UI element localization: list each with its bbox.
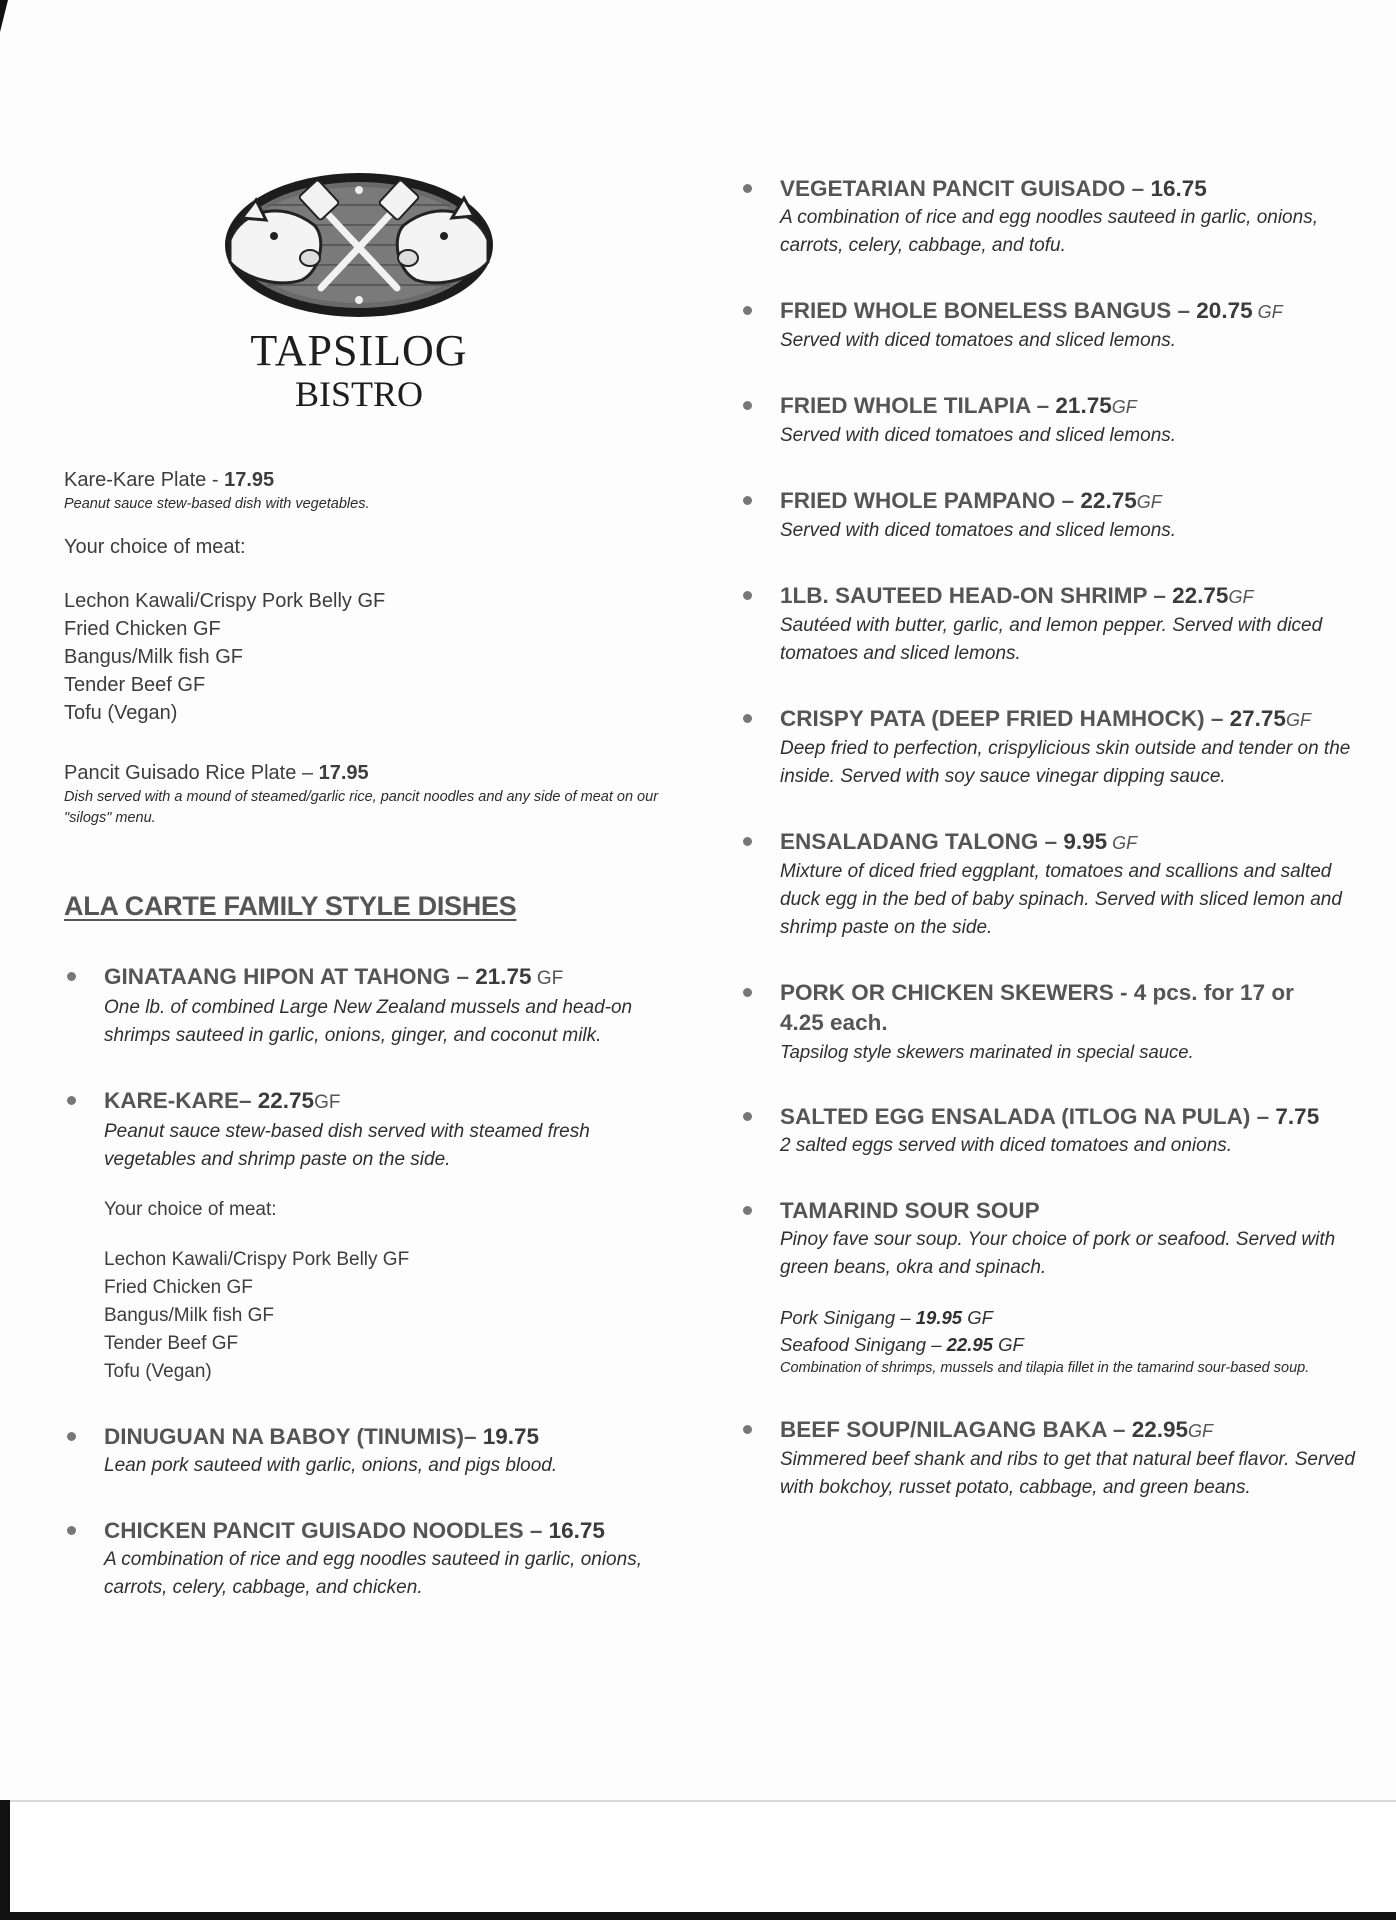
logo-subtitle: BISTRO	[294, 374, 424, 414]
item-title: TAMARIND SOUR SOUP	[780, 1198, 1040, 1223]
logo-name: TAPSILOG	[250, 326, 468, 375]
karekare-plate-price: 17.95	[224, 469, 275, 491]
item-title: KARE-KARE– 22.75GF	[104, 1088, 341, 1113]
item-desc: Sautéed with butter, garlic, and lemon pepper. Served with diced tomatoes and sliced lemons.	[780, 615, 1323, 664]
item-desc: A combination of rice and egg noodles sauteed in garlic, onions, carrots, celery, cabbage, and tofu.	[780, 207, 1318, 256]
menu-item	[740, 1415, 1360, 1502]
bullet-icon	[743, 496, 752, 505]
list-item: Lechon Kawali/Crispy Pork Belly GF	[64, 590, 386, 612]
menu-item	[64, 1516, 684, 1602]
bullet-icon	[743, 988, 752, 997]
menu-item	[740, 296, 1360, 355]
list-item: Bangus/Milk fish GF	[64, 646, 243, 668]
list-item: Bangus/Milk fish GF	[104, 1305, 275, 1326]
karekare-plate-choice-label: Your choice of meat:	[64, 536, 246, 558]
soup-option: Pork Sinigang – 19.95 GF	[780, 1307, 993, 1328]
bullet-icon	[743, 591, 752, 600]
bullet-icon	[67, 1096, 76, 1105]
bullet-icon	[743, 1425, 752, 1434]
menu-item	[64, 1086, 684, 1386]
pancit-plate-price: 17.95	[318, 762, 369, 784]
right-column	[740, 174, 1360, 1538]
pancit-plate-title: Pancit Guisado Rice Plate – 17.95	[64, 762, 369, 784]
bullet-icon	[743, 837, 752, 846]
item-title: DINUGUAN NA BABOY (TINUMIS)– 19.75	[104, 1424, 540, 1449]
item-desc: 2 salted eggs served with diced tomatoes and onions.	[780, 1135, 1233, 1156]
item-title: BEEF SOUP/NILAGANG BAKA – 22.95GF	[780, 1417, 1214, 1442]
list-item: Tofu (Vegan)	[64, 702, 178, 724]
item-desc: Served with diced tomatoes and sliced lemons.	[780, 520, 1177, 541]
soup-option: Seafood Sinigang – 22.95 GF	[780, 1334, 1024, 1355]
item-title: VEGETARIAN PANCIT GUISADO – 16.75	[780, 176, 1207, 201]
item-title: 1LB. SAUTEED HEAD-ON SHRIMP – 22.75GF	[780, 583, 1254, 608]
bullet-icon	[743, 1206, 752, 1215]
list-item: Tender Beef GF	[104, 1333, 239, 1354]
bullet-icon	[743, 401, 752, 410]
item-desc: Served with diced tomatoes and sliced lemons.	[780, 330, 1177, 351]
item-title: SALTED EGG ENSALADA (ITLOG NA PULA) – 7.75	[780, 1104, 1320, 1129]
item-title: ENSALADANG TALONG – 9.95 GF	[780, 829, 1138, 854]
soup-note: Combination of shrimps, mussels and tilapia fillet in the tamarind sour-based soup.	[780, 1360, 1310, 1376]
karekare-plate-title: Kare-Kare Plate - 17.95	[64, 469, 275, 491]
menu-item	[740, 704, 1360, 791]
left-column	[64, 466, 684, 1638]
list-item: Fried Chicken GF	[104, 1277, 253, 1298]
menu-item	[64, 1422, 684, 1480]
karekare-plate-desc: Peanut sauce stew-based dish with vegetables.	[64, 496, 370, 512]
list-item: Lechon Kawali/Crispy Pork Belly GF	[104, 1249, 410, 1270]
item-title: FRIED WHOLE PAMPANO – 22.75GF	[780, 488, 1162, 513]
item-desc: Mixture of diced fried eggplant, tomatoes and scallions and salted duck egg in the bed of baby spinach. Served with sliced lemon and shrimp paste on the side.	[780, 861, 1342, 938]
item-title: FRIED WHOLE BONELESS BANGUS – 20.75 GF	[780, 298, 1283, 323]
item-desc: Pinoy fave sour soup. Your choice of pork or seafood. Served with green beans, okra and spinach.	[780, 1229, 1336, 1278]
pancit-plate-desc: Dish served with a mound of steamed/garlic rice, pancit noodles and any side of meat on our "silogs" menu.	[64, 789, 659, 826]
scan-edge-bottom	[0, 1912, 1396, 1920]
menu-item	[740, 827, 1360, 942]
item-desc: Lean pork sauteed with garlic, onions, and pigs blood.	[104, 1455, 558, 1476]
menu-item	[740, 1102, 1360, 1160]
item-title: GINATAANG HIPON AT TAHONG – 21.75 GF	[104, 964, 564, 989]
karekare-plate-meat-list	[64, 587, 684, 727]
menu-item	[64, 962, 684, 1050]
menu-item	[740, 486, 1360, 545]
bullet-icon	[743, 1112, 752, 1121]
menu-item	[740, 1196, 1360, 1379]
item-title: FRIED WHOLE TILAPIA – 21.75GF	[780, 393, 1137, 418]
list-item: Fried Chicken GF	[64, 618, 221, 640]
scan-bottom-margin	[0, 1800, 1396, 1922]
menu-item	[740, 174, 1360, 260]
list-item: Tender Beef GF	[64, 674, 206, 696]
scan-edge-left	[0, 1800, 10, 1920]
list-item: Tofu (Vegan)	[104, 1361, 212, 1382]
bullet-icon	[743, 184, 752, 193]
menu-item	[740, 978, 1360, 1066]
item-desc: Peanut sauce stew-based dish served with steamed fresh vegetables and shrimp paste on the side.	[104, 1121, 590, 1170]
item-desc: One lb. of combined Large New Zealand mussels and head-on shrimps sauteed in garlic, onions, ginger, and coconut milk.	[104, 997, 633, 1046]
bullet-icon	[67, 1526, 76, 1535]
menu-item	[740, 581, 1360, 668]
bullet-icon	[743, 306, 752, 315]
bullet-icon	[67, 972, 76, 981]
bullet-icon	[67, 1432, 76, 1441]
item-desc: Deep fried to perfection, crispylicious skin outside and tender on the inside. Served with soy sauce vinegar dipping sauce.	[780, 738, 1351, 787]
item-desc: Simmered beef shank and ribs to get that natural beef flavor. Served with bokchoy, russet potato, cabbage, and green beans.	[780, 1449, 1355, 1498]
bullet-icon	[743, 714, 752, 723]
choice-label: Your choice of meat:	[104, 1199, 277, 1220]
item-desc: Served with diced tomatoes and sliced lemons.	[780, 425, 1177, 446]
item-title: CRISPY PATA (DEEP FRIED HAMHOCK) – 27.75GF	[780, 706, 1311, 731]
menu-item	[740, 391, 1360, 450]
item-desc: A combination of rice and egg noodles sauteed in garlic, onions, carrots, celery, cabbage, and chicken.	[104, 1549, 642, 1598]
item-desc: Tapsilog style skewers marinated in special sauce.	[780, 1041, 1194, 1062]
restaurant-logo	[222, 170, 496, 418]
item-title: PORK OR CHICKEN SKEWERS - 4 pcs. for 17 or 4.25 each.	[780, 980, 1294, 1035]
section-heading: ALA CARTE FAMILY STYLE DISHES	[64, 891, 517, 921]
scan-corner-mark	[0, 0, 8, 44]
item-title: CHICKEN PANCIT GUISADO NOODLES – 16.75	[104, 1518, 605, 1543]
logo-emblem-icon	[222, 170, 496, 320]
